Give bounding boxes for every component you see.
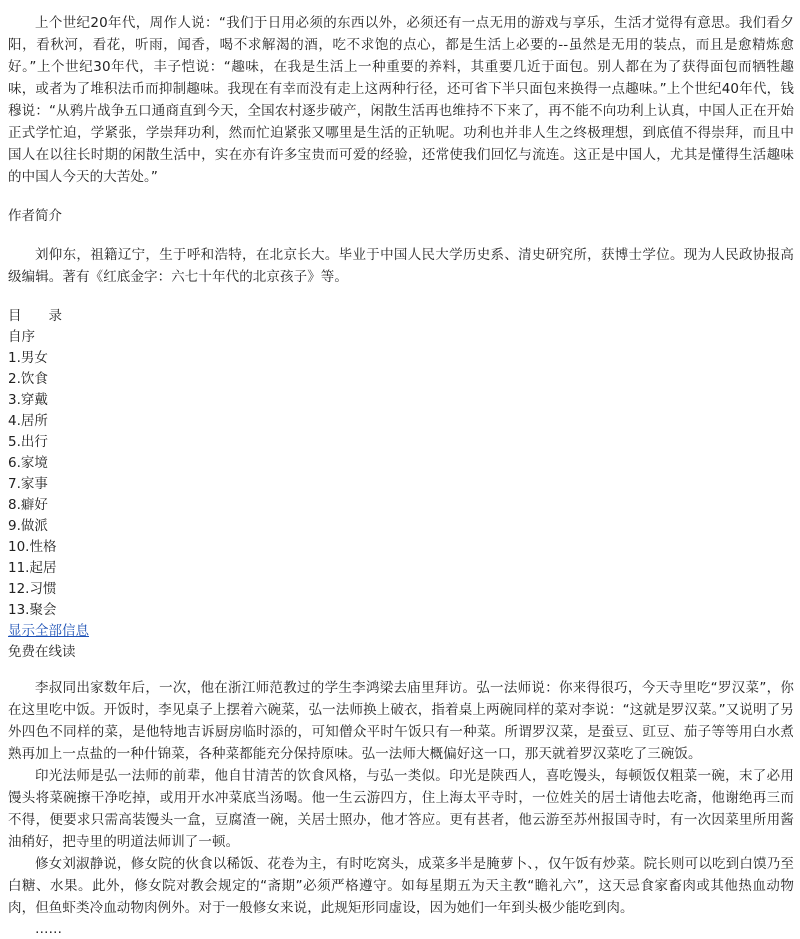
ellipsis: ……: [35, 921, 62, 937]
toc-item: 13.聚会: [8, 602, 57, 618]
intro-paragraph: 上个世纪20年代，周作人说：“我们于日用必须的东西以外，必须还有一点无用的游戏与享乐，生活才觉得有意思。我们看夕阳，看秋河，看花，听雨，闻香，喝不求解渴的酒，吃不求饱的点心，都是生活上必要的--虽然是无用的装点，而且是愈精炼愈好。”上个世纪30年代，丰子恺说：“趣味，在我是生活上一种重要的养料，其重要几近于面包。别人都在为了获得面包而牺牲趣味，或者为了堆积法币而抑制趣味。我现在有幸而没有走上这两种行径，还可省下半只面包来换得一点趣味。”上个世纪40年代，钱穆说：“从鸦片战争五口通商直到今天，全国农村逐步破产，闲散生活再也维持不下来了，再不能不向功利上认真，中国人正在开始正式学忙迫，学紧张，学崇拜功利，然而忙迫紧张又哪里是生活的正轨呢。功利也并非人生之终极理想，到底值不得崇拜，而且中国人在以往长时期的闲散生活中，实在亦有许多宝贵而可爱的经验，还常使我们回忆与流连。这正是中国人，尤其是懂得生活趣味的中国人今天的大苦处。”: [8, 15, 794, 185]
excerpt-paragraph: 修女刘淑静说，修女院的伙食以稀饭、花卷为主，有时吃窝头，成菜多半是腌萝卜、，仅午饭有炒菜。院长则可以吃到白馍乃至白糖、水果。此外，修女院对教会规定的“斋期”必须严格遵守。如每星期五为天主教“瞻礼六”，这天忌食家畜肉或其他热血动物肉，但鱼虾类冷血动物肉例外。对于一般修女来说，此规矩形同虚设，因为她们一年到头极少能吃到肉。: [8, 856, 794, 916]
toc-title: 目 录: [8, 308, 62, 324]
toc-list: [8, 327, 794, 621]
toc-item: 8.癖好: [8, 497, 48, 513]
toc-item: 2.饮食: [8, 371, 48, 387]
toc-item: 11.起居: [8, 560, 57, 576]
toc-item: 7.家事: [8, 476, 48, 492]
toc-item: 1.男女: [8, 350, 48, 366]
toc-item: 4.居所: [8, 413, 48, 429]
toc-item: 6.家境: [8, 455, 48, 471]
excerpt-paragraph: 印光法师是弘一法师的前辈，他自甘清苦的饮食风格，与弘一类似。印光是陕西人，喜吃馒头，每顿饭仅粗菜一碗，末了必用馒头将菜碗擦干净吃掉，或用开水冲菜底当汤喝。他一生云游四方，住上海太平寺时，一位姓关的居士请他去吃斋，他谢绝再三而不得，便要求只需高装馒头一盒，豆腐渣一碗，关居士照办，他才答应。更有甚者，他云游至苏州报国寺时，有一次因菜里所用酱油稍好，把寺里的明道法师训了一顿。: [8, 768, 794, 850]
toc-item: 自序: [8, 329, 35, 345]
free-read-label: 免费在线读: [8, 644, 76, 660]
toc-item: 3.穿戴: [8, 392, 48, 408]
toc-item: 12.习惯: [8, 581, 57, 597]
author-bio: 刘仰东，祖籍辽宁，生于呼和浩特，在北京长大。毕业于中国人民大学历史系、清史研究所，获博士学位。现为人民政协报高级编辑。著有《红底金字：六七十年代的北京孩子》等。: [8, 247, 794, 285]
toc-item: 9.做派: [8, 518, 48, 534]
show-all-link[interactable]: 显示全部信息: [8, 623, 89, 639]
author-heading: 作者简介: [8, 208, 62, 224]
excerpt: [8, 677, 794, 939]
page-content: [8, 0, 794, 939]
toc-item: 10.性格: [8, 539, 57, 555]
toc-item: 5.出行: [8, 434, 48, 450]
excerpt-paragraph: 李叔同出家数年后，一次，他在浙江师范教过的学生李鸿梁去庙里拜访。弘一法师说：你来得很巧，今天寺里吃“罗汉菜”，你在这里吃中饭。开饭时，李见桌子上摆着六碗菜，弘一法师换上破衣，指着桌上两碗同样的菜对李说：“这就是罗汉菜。”又说明了另外四色不同样的菜，是他特地吉诉厨房临时添的，可知僧众平时午饭只有一种菜。所谓罗汉菜，是蚕豆、豇豆、茄子等等用白水煮熟再加上一点盐的一种什锦菜，各种菜都能充分保持原味。弘一法师大概偏好这一口，那天就着罗汉菜吃了三碗饭。: [8, 680, 794, 762]
